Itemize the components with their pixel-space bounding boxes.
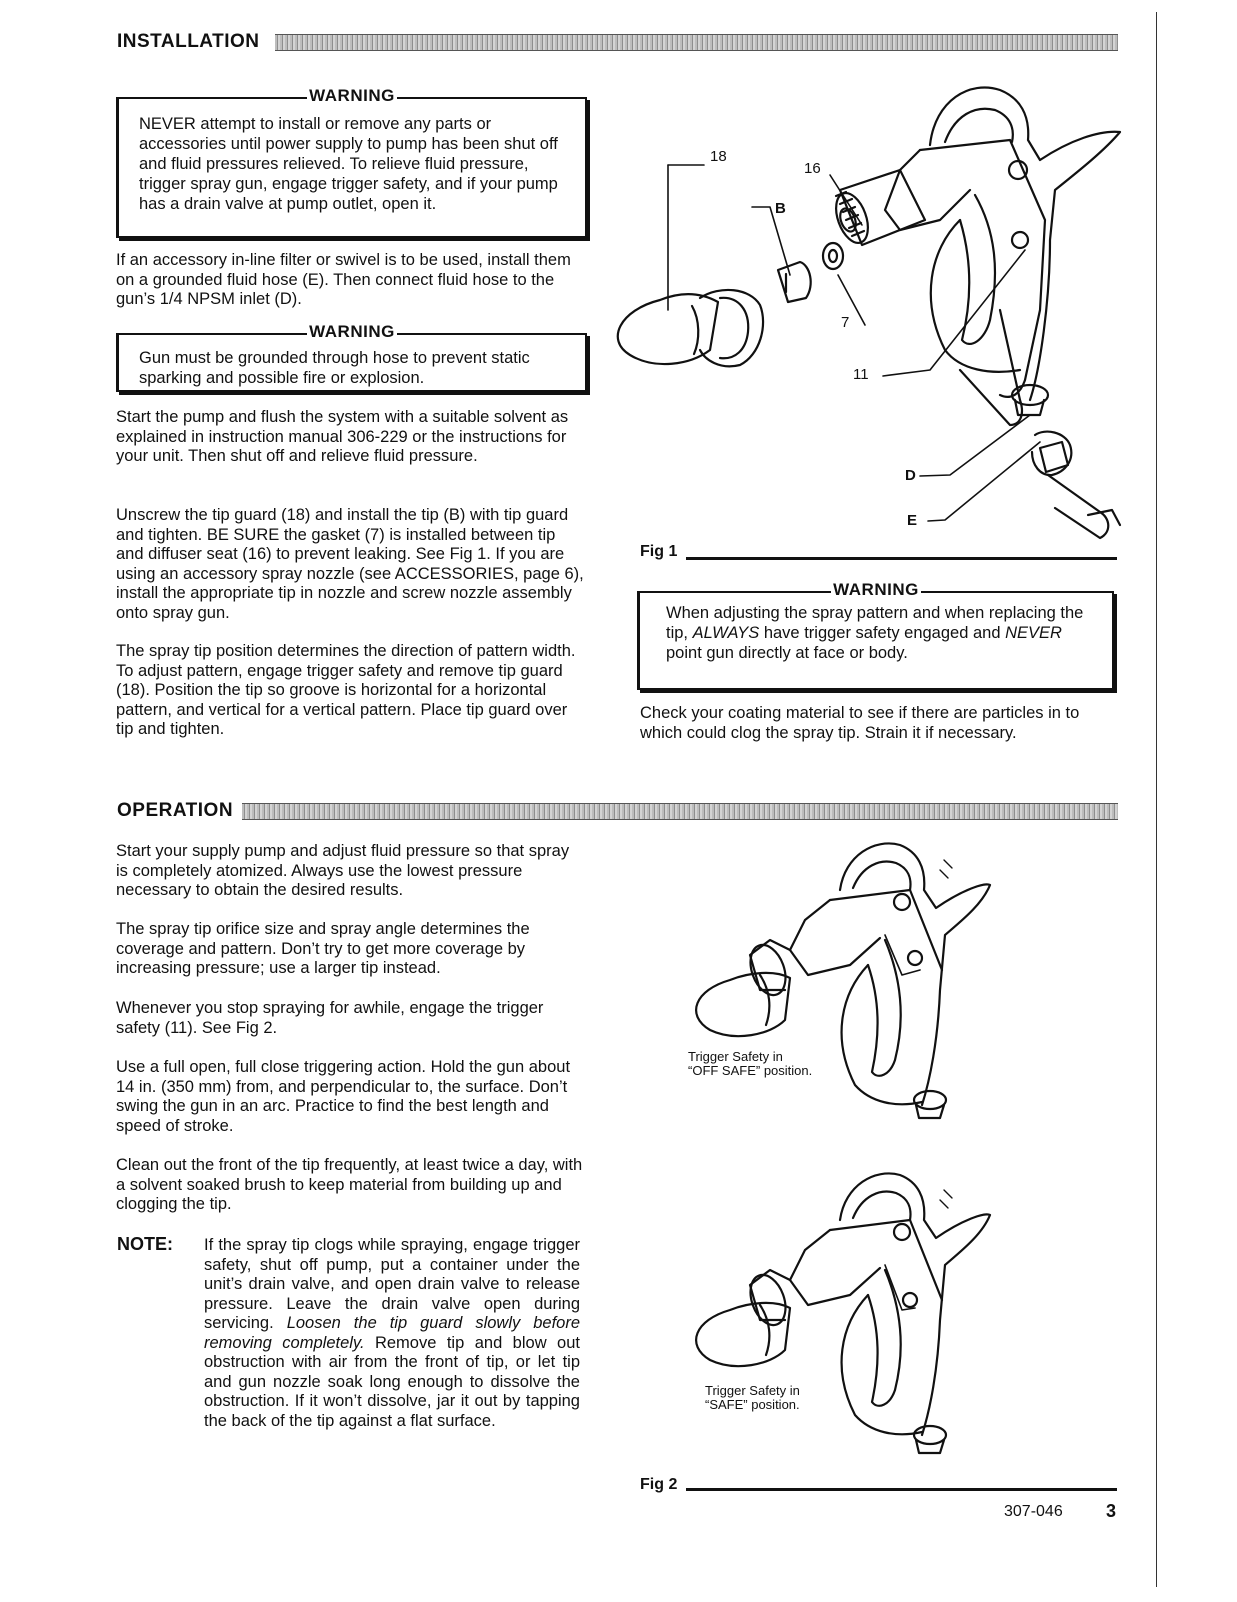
operation-heading: OPERATION: [117, 800, 234, 821]
paragraph-op4: Use a full open, full close triggering action. Hold the gun about 14 in. (350 mm) from, and perpendicular to, the surface. Don’t swing the gun in an arc. Practice to find the best length and speed of stroke.: [116, 1058, 571, 1135]
fig1-callout-18: 18: [710, 148, 727, 165]
warning-text: When adjusting the spray pattern and when replacing the tip, ALWAYS have trigger safety engaged and NEVER point gun directly at face or body.: [666, 604, 1084, 662]
margin-line: [1156, 12, 1157, 1587]
paragraph-check-coating: Check your coating material to see if there are particles in to which could clog the spray tip. Strain it if necessary.: [640, 704, 1080, 742]
fig1-callout-16: 16: [804, 160, 821, 177]
caption-line: “OFF SAFE” position.: [688, 1063, 813, 1078]
paragraph-filter: If an accessory in-line filter or swivel is to be used, install them on a grounded fluid hose (E). Then connect fluid hose to the gun’s 1/4 NPSM inlet (D).: [116, 251, 571, 308]
caption-line: “SAFE” position.: [705, 1397, 800, 1412]
paragraph-op1: Start your supply pump and adjust fluid pressure so that spray is completely atomized. Always use the lowest pressure necessary to obtain the desired results.: [116, 842, 570, 899]
fig2-caption-off-safe: [688, 1050, 812, 1078]
note-label: NOTE:: [117, 1234, 173, 1254]
fig2-label: Fig 2: [640, 1476, 678, 1493]
fig1-gun-exploded-diagram: [600, 70, 1140, 550]
warning-title: WARNING: [309, 322, 395, 341]
warning-title: WARNING: [309, 86, 395, 105]
fig1-rule: [686, 557, 1117, 560]
paragraph-tip-guard: Unscrew the tip guard (18) and install the tip (B) with tip guard and tighten. BE SURE the gasket (7) is installed between tip and diffuser seat (16) to prevent leaking. See Fig 1. If you are using an accessory spray nozzle (see ACCESSORIES, page 6), install the appropriate tip in nozzle and screw nozzle assembly onto spray gun.: [116, 506, 584, 622]
note-text: If the spray tip clogs while spraying, engage trigger safety, shut off pump, put a container under the unit’s drain valve, and open drain valve to release pressure. Leave the drain valve open during servicing. Loosen the tip guard slowly before removing completely. Remove tip and blow out obstruction with air from the front of tip, or let tip and gun nozzle soak long enough to dissolve the obstruction. If it won’t dissolve, jar it out by tapping the back of the tip against a flat surface.: [204, 1236, 581, 1430]
fig1-label: Fig 1: [640, 543, 678, 560]
footer-page-number: 3: [1106, 1501, 1117, 1521]
paragraph-flush: Start the pump and flush the system with a suitable solvent as explained in instruction manual 306-229 or the instructions for your unit. Then shut off and relieve fluid pressure.: [116, 408, 569, 465]
fig2-rule: [686, 1488, 1117, 1491]
operation-header: [117, 799, 1118, 823]
paragraph-op5: Clean out the front of the tip frequently, at least twice a day, with a solvent soaked brush to keep material from building up and clogging the tip.: [116, 1156, 583, 1213]
warning-text: NEVER attempt to install or remove any parts or accessories until power supply to pump has been shut off and fluid pressures relieved. To relieve fluid pressure, trigger spray gun, engage trigger safety, and if your pump has a drain valve at pump outlet, open it.: [139, 115, 558, 213]
paragraph-tip-position: The spray tip position determines the direction of pattern width. To adjust pattern, engage trigger safety and remove tip guard (18). Position the tip so groove is horizontal for a horizontal pattern, and vertical for a vertical pattern. Place tip guard over tip and tighten.: [116, 642, 576, 738]
caption-line: Trigger Safety in: [705, 1383, 800, 1398]
installation-header-bar: [275, 34, 1118, 51]
footer-doc-number: 307-046: [1004, 1503, 1063, 1520]
fig2-caption-safe: [705, 1384, 800, 1412]
warning-box-adjusting: [637, 580, 1114, 690]
fig2-gun-safe-diagram: [690, 1160, 1000, 1460]
fig1-callout-7: 7: [841, 314, 850, 331]
fig1-callout-D: D: [905, 467, 916, 484]
warning-box-ground: [116, 322, 587, 392]
operation-header-bar: [242, 803, 1118, 820]
paragraph-op3: Whenever you stop spraying for awhile, engage the trigger safety (11). See Fig 2.: [116, 999, 544, 1037]
paragraph-op2: The spray tip orifice size and spray angle determines the coverage and pattern. Don’t try to get more coverage by increasing pressure; use a larger tip instead.: [116, 920, 530, 977]
caption-line: Trigger Safety in: [688, 1049, 783, 1064]
warning-box-power: [116, 86, 587, 238]
fig1-callout-E: E: [907, 512, 918, 529]
fig1-callout-B: B: [775, 200, 786, 217]
fig1-callout-11: 11: [853, 366, 869, 383]
installation-header: [117, 30, 1118, 54]
warning-text: Gun must be grounded through hose to prevent static sparking and possible fire or explosion.: [139, 349, 530, 387]
warning-title: WARNING: [833, 580, 919, 599]
installation-heading: INSTALLATION: [117, 31, 260, 52]
